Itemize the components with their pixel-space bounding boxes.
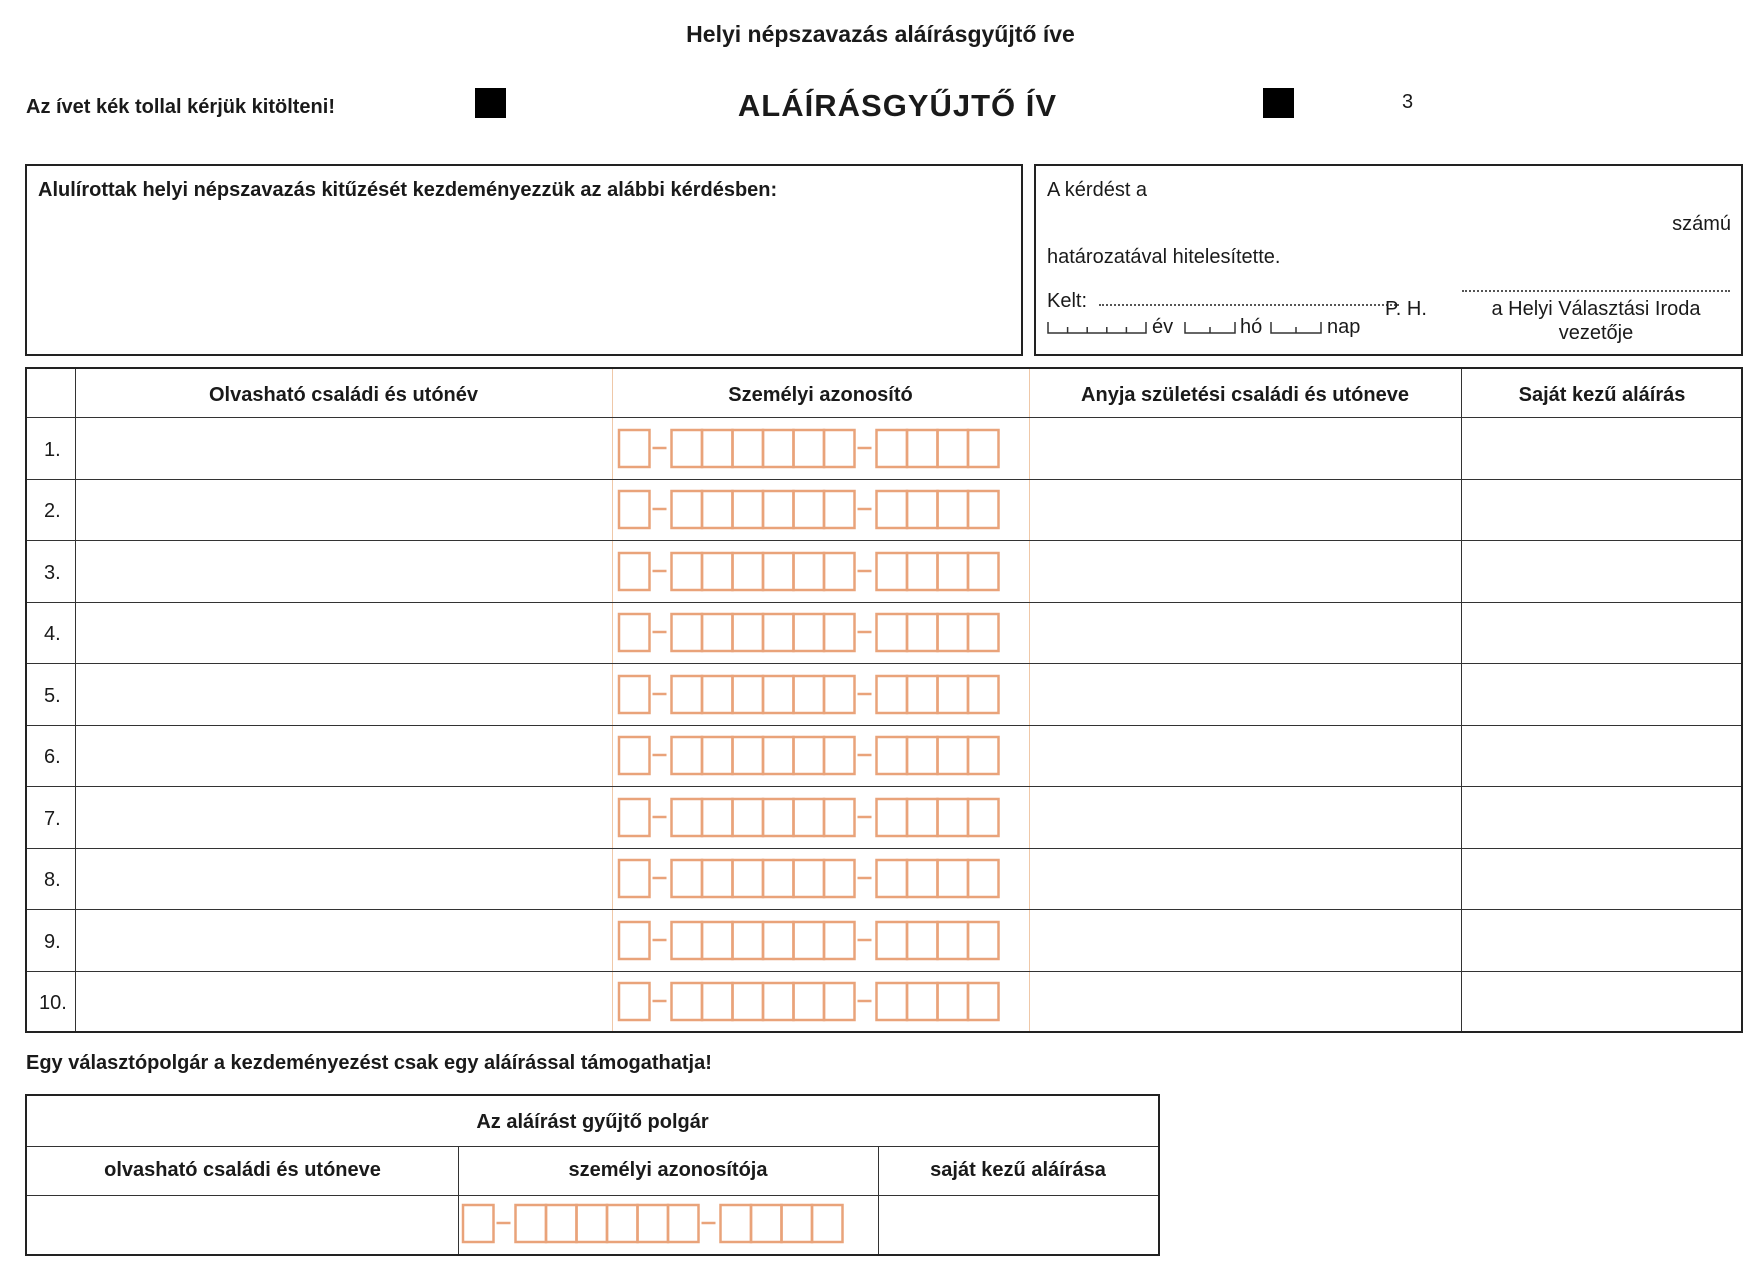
id-digit-box[interactable] [672,430,703,467]
row-divider [27,909,1741,910]
id-digit-box[interactable] [968,614,999,651]
id-digit-box[interactable] [794,737,825,774]
id-digit-box[interactable] [938,860,969,897]
id-digit-box[interactable] [702,614,733,651]
id-digit-box[interactable] [763,799,794,836]
year-digit-boxes[interactable] [1047,318,1147,334]
id-digit-box[interactable] [907,553,938,590]
signature-dotted-line[interactable] [1462,290,1730,292]
id-digit-box[interactable] [702,922,733,959]
auth-line-3: határozatával hitelesítette. [1047,246,1281,268]
row-divider [27,663,1741,664]
id-digit-box[interactable] [824,676,855,713]
personal-id-boxes[interactable] [617,920,1027,960]
id-digit-box[interactable] [824,983,855,1020]
id-digit-box[interactable] [968,491,999,528]
date-dotted-line[interactable] [1099,304,1399,306]
row-number: 4. [44,623,61,645]
registration-marker-left [475,88,506,118]
row-number: 2. [44,500,61,522]
id-digit-box[interactable] [938,676,969,713]
column-divider [1461,369,1462,1031]
id-digit-box[interactable] [824,860,855,897]
row-number: 10. [39,992,67,1014]
id-digit-box[interactable] [763,491,794,528]
fill-instruction: Az ívet kék tollal kérjük kitölteni! [26,96,335,118]
id-digit-box[interactable] [968,860,999,897]
collector-title: Az aláírást gyűjtő polgár [476,1111,709,1133]
id-digit-box[interactable] [702,430,733,467]
id-digit-box[interactable] [938,922,969,959]
id-digit-box[interactable] [516,1205,547,1242]
id-digit-box[interactable] [824,922,855,959]
id-digit-box[interactable] [877,676,908,713]
id-digit-box[interactable] [763,553,794,590]
form-title: ALÁÍRÁSGYŰJTŐ ÍV [737,88,1058,123]
id-digit-box[interactable] [794,860,825,897]
row-number: 6. [44,746,61,768]
id-digit-box[interactable] [968,430,999,467]
id-digit-box[interactable] [794,983,825,1020]
column-header-signature: Saját kezű aláírás [1518,384,1686,406]
id-digit-box[interactable] [794,614,825,651]
id-digit-box[interactable] [907,922,938,959]
id-digit-box[interactable] [877,799,908,836]
rule-note: Egy választópolgár a kezdeményezést csak egy aláírással támogathatja! [26,1052,712,1074]
id-digit-box[interactable] [702,983,733,1020]
row-number: 8. [44,869,61,891]
id-digit-box[interactable] [907,491,938,528]
id-digit-box[interactable] [763,860,794,897]
id-digit-box[interactable] [619,553,650,590]
id-digit-box[interactable] [763,922,794,959]
id-digit-box[interactable] [907,430,938,467]
collector-column-name: olvasható családi és utóneve [104,1159,381,1181]
column-divider [1029,369,1030,1031]
month-digit-boxes[interactable] [1184,318,1236,334]
page-number: 3 [1402,91,1414,113]
id-digit-box[interactable] [794,922,825,959]
id-digit-box[interactable] [907,860,938,897]
id-digit-box[interactable] [733,491,764,528]
document-title: Helyi népszavazás aláírásgyűjtő íve [686,21,1075,47]
id-digit-box[interactable] [619,983,650,1020]
id-digit-box[interactable] [877,737,908,774]
id-digit-box[interactable] [672,737,703,774]
id-digit-box[interactable] [733,860,764,897]
id-digit-box[interactable] [938,430,969,467]
id-digit-box[interactable] [619,922,650,959]
id-digit-box[interactable] [733,614,764,651]
id-digit-box[interactable] [619,860,650,897]
id-digit-box[interactable] [938,737,969,774]
personal-id-boxes[interactable] [617,981,1027,1021]
column-header-mothers-name: Anyja születési családi és utóneve [1081,384,1409,406]
id-digit-box[interactable] [907,614,938,651]
id-digit-box[interactable] [824,799,855,836]
id-digit-box[interactable] [619,799,650,836]
office-line-2: vezetője [1558,322,1634,344]
id-digit-box[interactable] [794,676,825,713]
id-digit-box[interactable] [968,737,999,774]
id-digit-box[interactable] [824,491,855,528]
initiative-text: Alulírottak helyi népszavazás kitűzését kezdeményezzük az alábbi kérdésben: [38,179,778,201]
id-digit-box[interactable] [733,430,764,467]
day-label: nap [1327,316,1361,338]
id-digit-box[interactable] [824,614,855,651]
id-digit-box[interactable] [968,553,999,590]
id-digit-box[interactable] [877,491,908,528]
day-digit-boxes[interactable] [1270,318,1322,334]
column-divider [612,369,613,1031]
collector-column-personal-id: személyi azonosítója [568,1159,768,1181]
row-divider [27,417,1741,418]
personal-id-boxes[interactable] [617,674,1027,714]
id-digit-box[interactable] [877,553,908,590]
personal-id-boxes[interactable] [617,489,1027,529]
id-digit-box[interactable] [968,799,999,836]
id-digit-box[interactable] [907,676,938,713]
id-digit-box[interactable] [672,614,703,651]
id-digit-box[interactable] [751,1205,782,1242]
id-digit-box[interactable] [702,860,733,897]
initiative-question-box[interactable] [25,164,1023,356]
id-digit-box[interactable] [938,983,969,1020]
id-digit-box[interactable] [463,1205,494,1242]
id-digit-box[interactable] [877,430,908,467]
id-digit-box[interactable] [812,1205,843,1242]
month-label: hó [1240,316,1263,338]
row-number: 3. [44,562,61,584]
row-number: 7. [44,808,61,830]
id-digit-box[interactable] [794,799,825,836]
id-digit-box[interactable] [672,491,703,528]
row-number: 1. [44,439,61,461]
id-digit-box[interactable] [968,983,999,1020]
collector-personal-id-boxes[interactable] [461,1203,871,1243]
id-digit-box[interactable] [938,491,969,528]
id-digit-box[interactable] [877,922,908,959]
row-divider [27,725,1741,726]
office-line-1: a Helyi Választási Iroda [1491,298,1701,320]
id-digit-box[interactable] [672,922,703,959]
id-digit-box[interactable] [668,1205,699,1242]
id-digit-box[interactable] [733,983,764,1020]
id-digit-box[interactable] [938,553,969,590]
id-digit-box[interactable] [733,799,764,836]
id-digit-box[interactable] [672,860,703,897]
id-digit-box[interactable] [938,614,969,651]
id-digit-box[interactable] [638,1205,669,1242]
id-digit-box[interactable] [672,553,703,590]
row-number: 9. [44,931,61,953]
registration-marker-right [1263,88,1294,118]
id-digit-box[interactable] [702,799,733,836]
row-divider [27,540,1741,541]
id-digit-box[interactable] [733,737,764,774]
id-digit-box[interactable] [763,430,794,467]
id-digit-box[interactable] [702,676,733,713]
id-digit-box[interactable] [907,983,938,1020]
year-label: év [1152,316,1174,338]
id-digit-box[interactable] [763,737,794,774]
personal-id-boxes[interactable] [617,428,1027,468]
authentication-box [1034,164,1743,356]
column-header-name: Olvasható családi és utónév [209,384,478,406]
collector-table [25,1094,1160,1256]
id-digit-box[interactable] [877,860,908,897]
id-digit-box[interactable] [763,983,794,1020]
id-digit-box[interactable] [619,430,650,467]
personal-id-boxes[interactable] [617,551,1027,591]
id-digit-box[interactable] [794,553,825,590]
row-divider [27,1146,1158,1147]
row-divider [27,602,1741,603]
column-divider [75,369,76,1031]
id-digit-box[interactable] [782,1205,813,1242]
signature-table [25,367,1743,1033]
row-divider [27,848,1741,849]
id-digit-box[interactable] [619,737,650,774]
id-digit-box[interactable] [733,553,764,590]
id-digit-box[interactable] [824,737,855,774]
date-label: Kelt: [1047,290,1088,312]
id-digit-box[interactable] [824,430,855,467]
id-digit-box[interactable] [733,922,764,959]
id-digit-box[interactable] [907,799,938,836]
id-digit-box[interactable] [733,676,764,713]
id-digit-box[interactable] [702,491,733,528]
auth-line-2: számú [1672,213,1731,235]
row-divider [27,786,1741,787]
personal-id-boxes[interactable] [617,797,1027,837]
id-digit-box[interactable] [672,799,703,836]
id-digit-box[interactable] [577,1205,608,1242]
id-digit-box[interactable] [794,430,825,467]
id-digit-box[interactable] [619,491,650,528]
id-digit-box[interactable] [824,553,855,590]
id-digit-box[interactable] [794,491,825,528]
id-digit-box[interactable] [968,922,999,959]
id-digit-box[interactable] [619,676,650,713]
id-digit-box[interactable] [702,553,733,590]
id-digit-box[interactable] [968,676,999,713]
auth-line-1: A kérdést a [1047,179,1148,201]
id-digit-box[interactable] [546,1205,577,1242]
id-digit-box[interactable] [877,983,908,1020]
row-divider [27,971,1741,972]
stamp-placeholder: P. H. [1385,298,1427,320]
id-digit-box[interactable] [672,983,703,1020]
id-digit-box[interactable] [877,614,908,651]
personal-id-boxes[interactable] [617,612,1027,652]
personal-id-boxes[interactable] [617,735,1027,775]
id-digit-box[interactable] [721,1205,752,1242]
id-digit-box[interactable] [619,614,650,651]
row-divider [27,479,1741,480]
id-digit-box[interactable] [907,737,938,774]
personal-id-boxes[interactable] [617,858,1027,898]
id-digit-box[interactable] [763,676,794,713]
id-digit-box[interactable] [607,1205,638,1242]
row-divider [27,1195,1158,1196]
row-number: 5. [44,685,61,707]
collector-column-signature: saját kezű aláírása [930,1159,1106,1181]
id-digit-box[interactable] [938,799,969,836]
id-digit-box[interactable] [672,676,703,713]
column-header-personal-id: Személyi azonosító [728,384,913,406]
id-digit-box[interactable] [763,614,794,651]
id-digit-box[interactable] [702,737,733,774]
